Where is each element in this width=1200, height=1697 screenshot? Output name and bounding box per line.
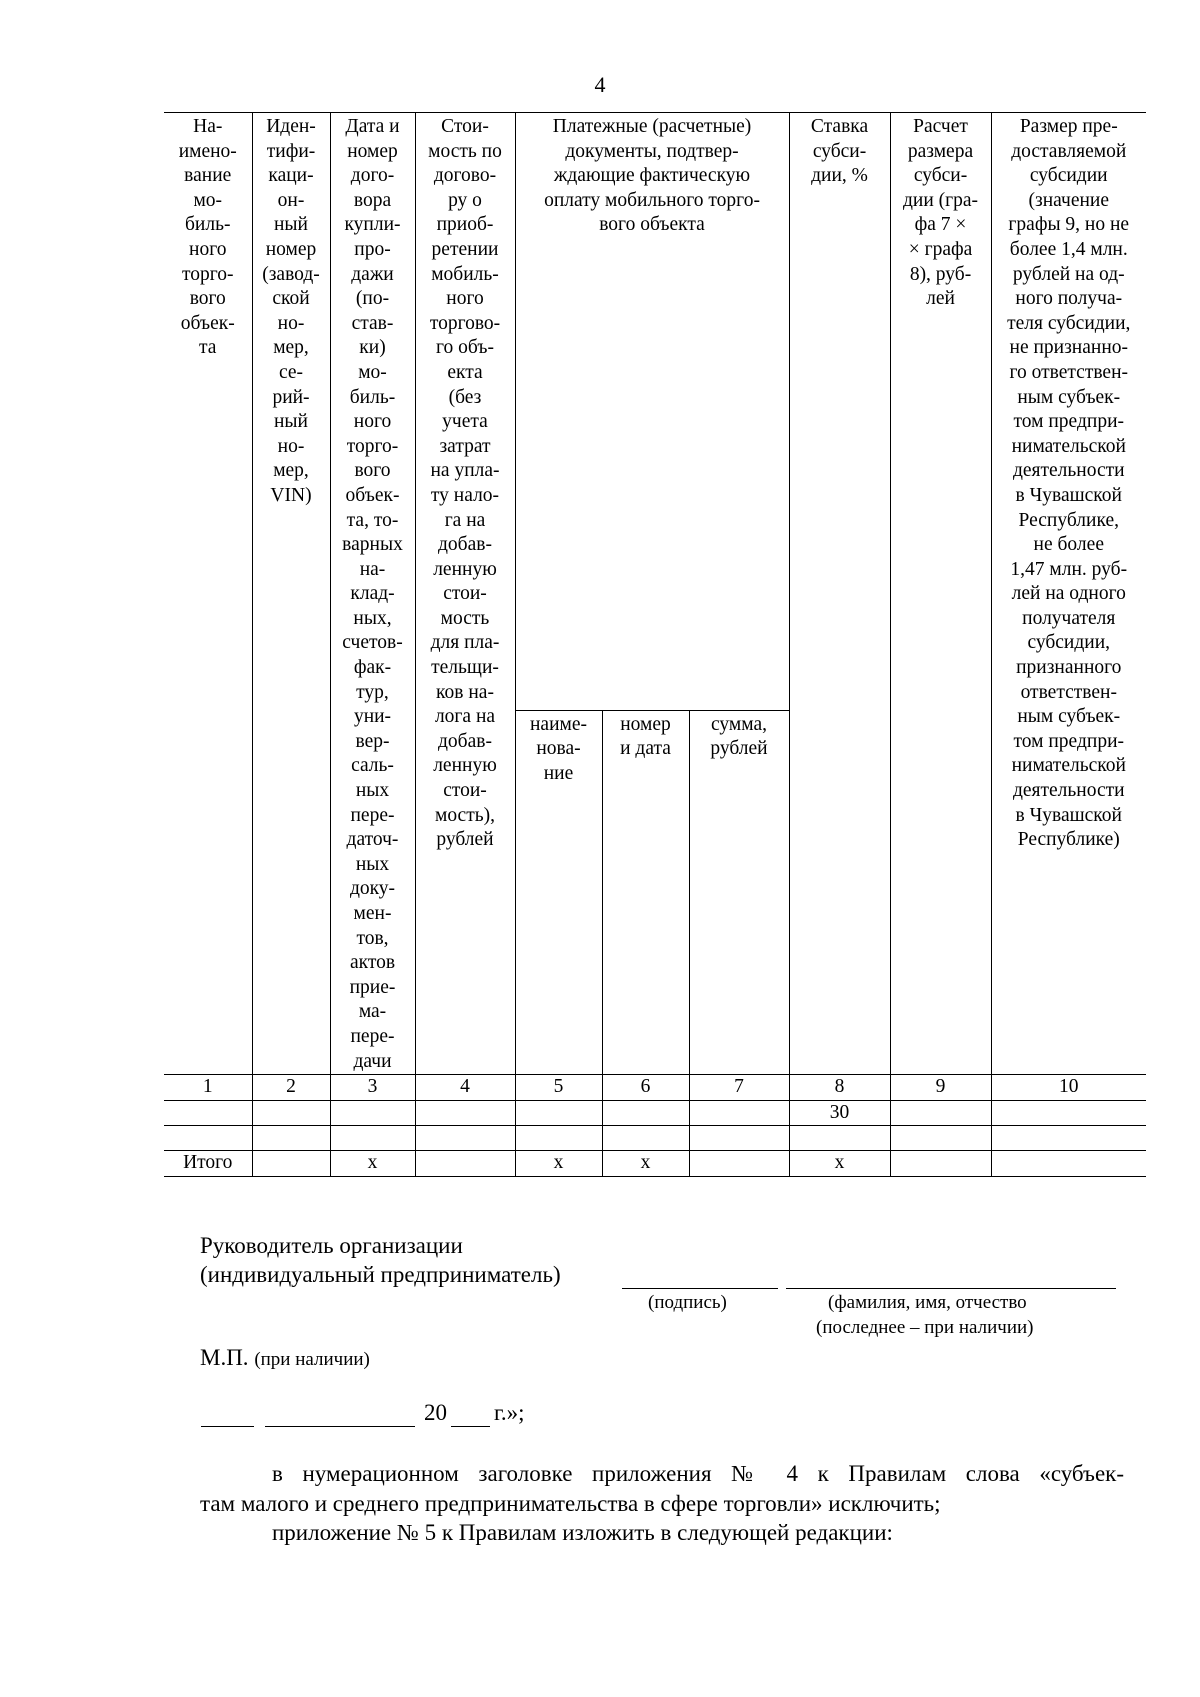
header-id-number: Иден- тифи- каци- он- ный номер (завод- ской но- мер, се- рий- ный но- мер, VIN) <box>252 113 330 1075</box>
header-pay-sum: сумма, рублей <box>689 710 789 1074</box>
table-cell <box>515 1100 602 1126</box>
signature-line <box>622 1288 778 1289</box>
table-cell <box>515 1126 602 1151</box>
column-number: 8 <box>789 1075 890 1101</box>
table-cell <box>991 1126 1146 1151</box>
name-line <box>786 1288 1116 1289</box>
table-cell: Итого <box>164 1151 252 1177</box>
header-rate: Ставка субси- дии, % <box>789 113 890 1075</box>
seal-label: М.П. <box>200 1345 249 1370</box>
table-cell <box>602 1100 689 1126</box>
name-caption-note: (последнее – при наличии) <box>816 1317 1034 1338</box>
date-suffix: г.»; <box>494 1400 525 1425</box>
table-cell <box>415 1100 515 1126</box>
signature-title: Руководитель организации <box>200 1233 463 1258</box>
table-cell <box>991 1100 1146 1126</box>
table-cell <box>415 1151 515 1177</box>
column-number: 2 <box>252 1075 330 1101</box>
column-number: 1 <box>164 1075 252 1101</box>
table-cell <box>164 1100 252 1126</box>
table-cell <box>991 1151 1146 1177</box>
table-cell <box>890 1151 991 1177</box>
table-cell <box>890 1126 991 1151</box>
column-number: 3 <box>330 1075 415 1101</box>
column-number: 6 <box>602 1075 689 1101</box>
header-pay-number-date: номер и дата <box>602 710 689 1074</box>
header-payment-docs: Платежные (расчетные) документы, подтвер- ждающие фактическую оплату мобильного торго- вого объекта <box>515 113 789 711</box>
date-day-line <box>201 1426 254 1427</box>
header-cost: Стои- мость по догово- ру о приоб- ретении мобиль- ного торгово- го объ- екта (без учета затрат на упла- ту нало- га на добав- ленную стои- мость для пла- тельщи- ков на- лога на добав- ленную стои- мость), рублей <box>415 113 515 1075</box>
header-contract: Дата и номер дого- вора купли- про- дажи (по- став- ки) мо- биль- ного торго- вого объек- та, то- варных на- клад- ных, счетов- фак- тур, уни- вер- саль- ных пере- даточ- ных доку- мен- тов, актов прие- ма- пере- дачи <box>330 113 415 1075</box>
seal-note: (при наличии) <box>254 1349 370 1370</box>
subsidy-table <box>164 112 1146 1177</box>
header-pay-name: наиме- нова- ние <box>515 710 602 1074</box>
table-cell <box>164 1126 252 1151</box>
table-row <box>164 1126 1146 1151</box>
column-number: 9 <box>890 1075 991 1101</box>
table-cell <box>252 1126 330 1151</box>
table-cell: х <box>789 1151 890 1177</box>
date-month-line <box>265 1426 415 1427</box>
table-cell: 30 <box>789 1100 890 1126</box>
name-caption: (фамилия, имя, отчество <box>828 1292 1027 1313</box>
table-cell <box>890 1100 991 1126</box>
paragraph-2: приложение № 5 к Правилам изложить в следующей редакции: <box>272 1520 893 1545</box>
column-number: 4 <box>415 1075 515 1101</box>
column-number: 5 <box>515 1075 602 1101</box>
date-year-line <box>451 1426 490 1427</box>
table-cell <box>689 1151 789 1177</box>
page-number: 4 <box>594 72 606 97</box>
paragraph-1-line-1: в нумерационном заголовке приложения № 4 к Правилам слова «субъек- <box>272 1461 1124 1486</box>
table-cell <box>330 1100 415 1126</box>
table-cell <box>789 1126 890 1151</box>
signature-subtitle: (индивидуальный предприниматель) <box>200 1262 561 1287</box>
table-cell <box>415 1126 515 1151</box>
total-row <box>164 1151 1146 1177</box>
table-cell <box>330 1126 415 1151</box>
table-cell <box>689 1126 789 1151</box>
header-subsidy-size: Размер пре- доставляемой субсидии (значение графы 9, но не более 1,4 млн. рублей на од- ного получа- теля субсидии, не признанно- го ответствен- ным субъек- том предпри- нимательской деятельности в Чувашской Республике, не более 1,47 млн. руб- лей на одного получателя субсидии, признанного ответствен- ным субъек- том предпри- нимательской деятельности в Чувашской Республике) <box>991 113 1146 1075</box>
header-name: На- имено- вание мо- биль- ного торго- вого объек- та <box>164 113 252 1075</box>
seal-block <box>200 1345 370 1371</box>
signature-caption: (подпись) <box>648 1292 727 1313</box>
table-cell: х <box>515 1151 602 1177</box>
column-number: 10 <box>991 1075 1146 1101</box>
header-calc: Расчет размера субси- дии (гра- фа 7 × × графа 8), руб- лей <box>890 113 991 1075</box>
table-cell: х <box>602 1151 689 1177</box>
table-cell <box>252 1151 330 1177</box>
paragraph-1-line-2: там малого и среднего предпринимательства в сфере торговли» исключить; <box>200 1491 941 1516</box>
table-header <box>164 113 1146 1075</box>
table-cell: х <box>330 1151 415 1177</box>
date-year-prefix: 20 <box>424 1400 447 1425</box>
table-cell <box>602 1126 689 1151</box>
column-number-row <box>164 1075 1146 1101</box>
table-cell <box>252 1100 330 1126</box>
table-row <box>164 1100 1146 1126</box>
column-number: 7 <box>689 1075 789 1101</box>
table-cell <box>689 1100 789 1126</box>
